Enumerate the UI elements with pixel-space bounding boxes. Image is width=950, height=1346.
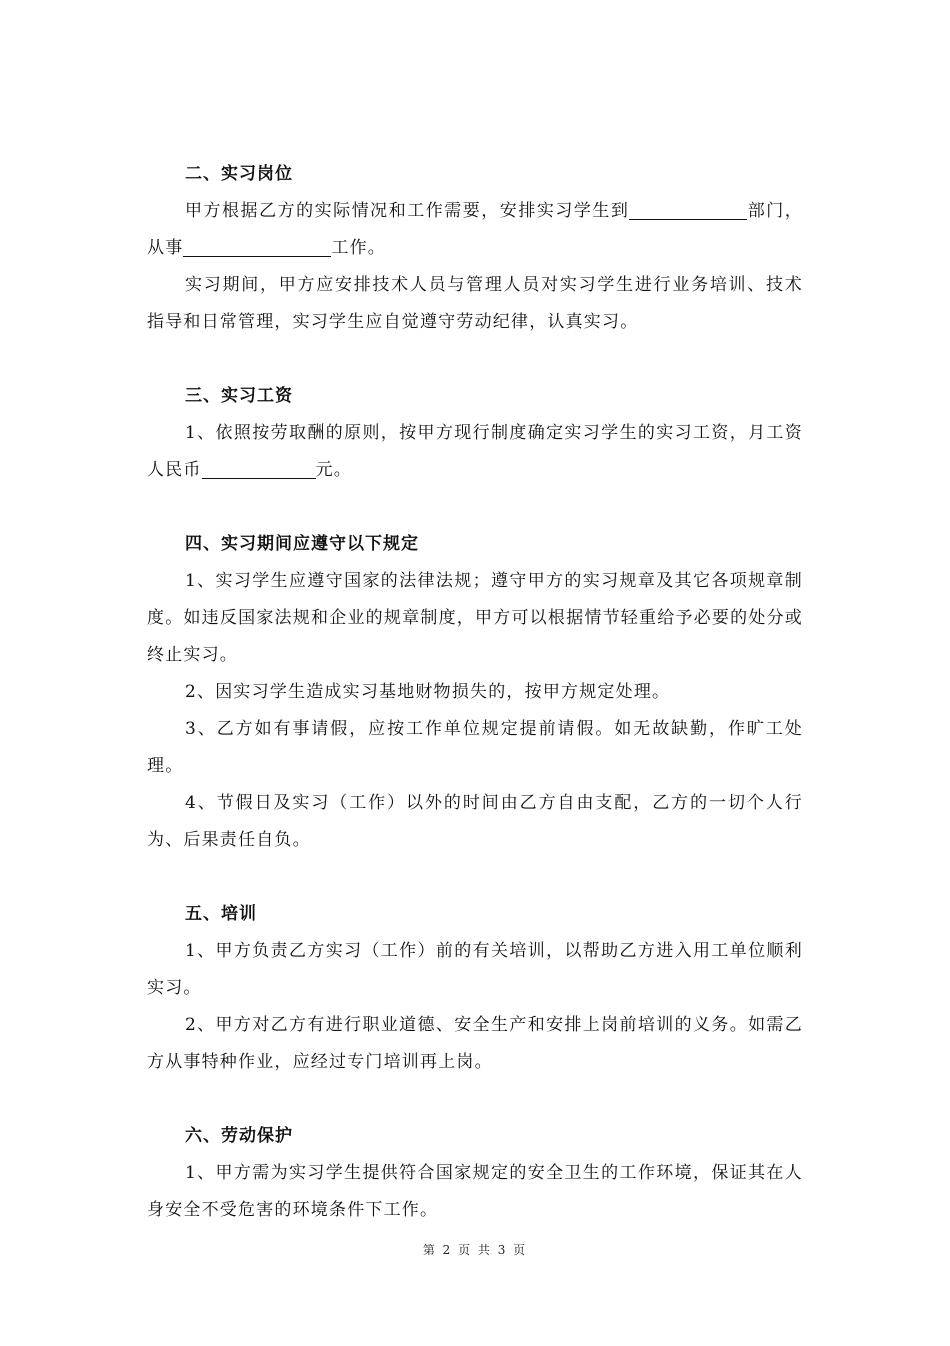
- blank-wage-amount: [202, 456, 316, 479]
- text-position-a: 甲方根据乙方的实际情况和工作需要，安排实习学生到: [185, 201, 630, 221]
- section-heading-internship-position: 二、实习岗位: [185, 164, 293, 184]
- rule-item-4: 4、节假日及实习（工作）以外的时间由乙方自由支配，乙方的一切个人行为、后果责任自负。: [147, 793, 803, 850]
- section-heading-training: 五、培训: [185, 904, 257, 924]
- section-heading-labor-protection: 六、劳动保护: [185, 1126, 293, 1146]
- protection-item-1: 1、甲方需为实习学生提供符合国家规定的安全卫生的工作环境，保证其在人身安全不受危害的环境条件下工作。: [147, 1163, 803, 1220]
- rule-item-3: 3、乙方如有事请假，应按工作单位规定提前请假。如无故缺勤，作旷工处理。: [147, 719, 803, 776]
- page-footer: 第 2 页 共 3 页: [422, 1243, 528, 1257]
- section-heading-internship-wage: 三、实习工资: [185, 386, 293, 406]
- text-position-b: 部门，从事: [147, 201, 803, 258]
- text-wage-b: 元。: [315, 460, 353, 480]
- blank-job-field: [183, 234, 331, 257]
- training-item-2: 2、甲方对乙方有进行职业道德、安全生产和安排上岗前培训的义务。如需乙方从事特种作业，应经过专门培训再上岗。: [147, 1015, 803, 1072]
- blank-department-field: [629, 197, 747, 220]
- document-body: [147, 156, 803, 1229]
- paragraph-training-management: 实习期间，甲方应安排技术人员与管理人员对实习学生进行业务培训、技术指导和日常管理，实习学生应自觉遵守劳动纪律，认真实习。: [147, 275, 803, 332]
- training-item-1: 1、甲方负责乙方实习（工作）前的有关培训，以帮助乙方进入用工单位顺利实习。: [147, 941, 803, 998]
- rule-item-1: 1、实习学生应遵守国家的法律法规；遵守甲方的实习规章及其它各项规章制度。如违反国家法规和企业的规章制度，甲方可以根据情节轻重给予必要的处分或终止实习。: [147, 571, 803, 665]
- section-heading-rules: 四、实习期间应遵守以下规定: [185, 534, 419, 554]
- paragraph-wage: [147, 415, 803, 489]
- paragraph-position-assignment: [147, 193, 803, 267]
- rule-item-2: 2、因实习学生造成实习基地财物损失的，按甲方规定处理。: [185, 682, 671, 702]
- text-wage-a: 1、依照按劳取酬的原则，按甲方现行制度确定实习学生的实习工资，月工资人民币: [147, 423, 803, 480]
- text-position-c: 工作。: [331, 238, 387, 258]
